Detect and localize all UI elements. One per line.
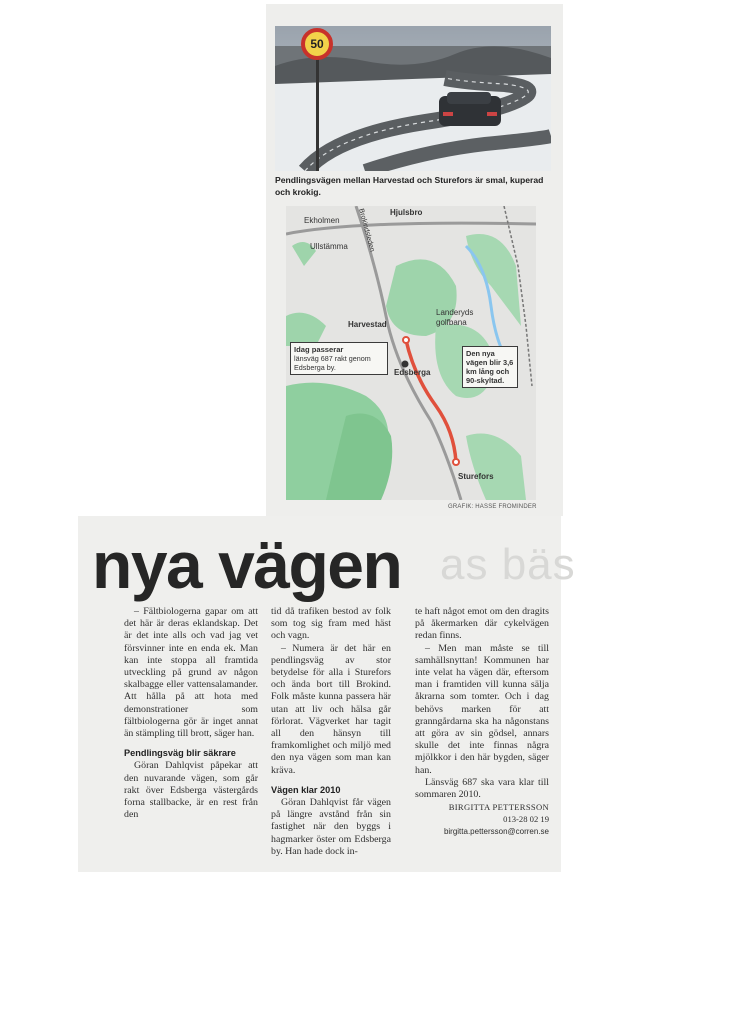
map-info-left-line1: Idag passerar [294, 345, 344, 354]
article-column-2 [271, 606, 391, 858]
col2-paragraph-1: tid då trafiken bestod av folk som tog sig fram med häst och vagn. [271, 606, 391, 642]
col2-subheading: Vägen klar 2010 [271, 784, 341, 795]
col3-paragraph-2: – Men man måste se till samhällsnyttan! Kommunen har inte velat ha vägen där, eftersom man i framtiden vill kunna sälja åkrarna som tomter. Och i dag behövs marken för att granngårdarna ska ha någonstans att göra av sin gödsel, annars skulle det inte finnas några mjölkkor i den här bygden, säger han. [415, 642, 549, 776]
route-map [286, 206, 536, 500]
map-label-ekholmen: Ekholmen [304, 216, 340, 225]
map-label-brokindsleden: Brokindsleden [357, 208, 376, 253]
byline-phone: 013-28 02 19 [503, 814, 549, 825]
speed-sign-text: 50 [310, 37, 324, 51]
col1-paragraph-2: Göran Dahlqvist påpekar att den nuvarande vägen, som går rakt över Edsberga västergårds forna stallbacke, är en rest från den [124, 760, 258, 821]
map-info-box-left [290, 342, 388, 375]
headline: nya vägen [92, 528, 402, 602]
photo-caption: Pendlingsvägen mellan Harvestad och Sturefors är smal, kuperad och krokig. [275, 175, 544, 197]
map-label-edsberga: Edsberga [394, 368, 431, 377]
col3-paragraph-3: Länsväg 687 ska vara klar till sommaren 2010. [415, 776, 549, 801]
map-label-ullstamma: Ullstämma [310, 242, 348, 251]
map-credit: GRAFIK: HASSE FROMINDER [448, 504, 537, 510]
map-info-left-line2: länsväg 687 rakt genom Edsberga by. [294, 354, 371, 372]
col1-subheading: Pendlingsväg blir säkrare [124, 748, 236, 759]
article-column-3 [415, 606, 549, 838]
article-column-1 [124, 606, 258, 821]
col2-paragraph-2: – Numera är det här en pendlingsväg av stor betydelse för alla i Sturefors och ända bort till Brokind. Folk måste kunna passera här utan att liv och hälsa går förlorat. Vägverket har tagit all den hänsyn till framkomlighet och miljö med den nya vägen som man kan kräva. [271, 642, 391, 776]
speed-sign [301, 28, 333, 60]
map-label-sturefors: Sturefors [458, 472, 494, 481]
col1-paragraph-1: – Fältbiologerna gapar om att det här är deras eklandskap. Det är det inte alls och vad jag vet försvinner inte en enda ek. Man kan inte stoppa all framtida utveckling på grund av någon skalbagge eller vattensalamander. Att hålla på att hota med demonstrationer som fältbiologerna gör är inget annat än stämpling till brott, säger han. [124, 606, 258, 740]
map-label-hjulsbro: Hjulsbro [390, 208, 423, 217]
byline-email[interactable]: birgitta.pettersson@corren.se [443, 826, 549, 836]
bleed-through-text: as bäs [440, 540, 576, 589]
map-label-landeryds: Landeryds golfbana [436, 308, 474, 327]
col2-paragraph-3: Göran Dahlqvist får vägen på längre avstånd från sin fastighet när den byggs i hagmarker öster om Edsberga by. Han hade dock in- [271, 797, 391, 857]
road-photo [275, 26, 551, 171]
byline: BIRGITTA PETTERSSON [448, 802, 549, 813]
col3-paragraph-1: te haft något emot om den dragits på åkermarken där cykelvägen redan finns. [415, 606, 549, 642]
map-info-box-right: Den nya vägen blir 3,6 km lång och 90-skyltad. [462, 346, 518, 388]
map-label-harvestad: Harvestad [348, 320, 387, 329]
